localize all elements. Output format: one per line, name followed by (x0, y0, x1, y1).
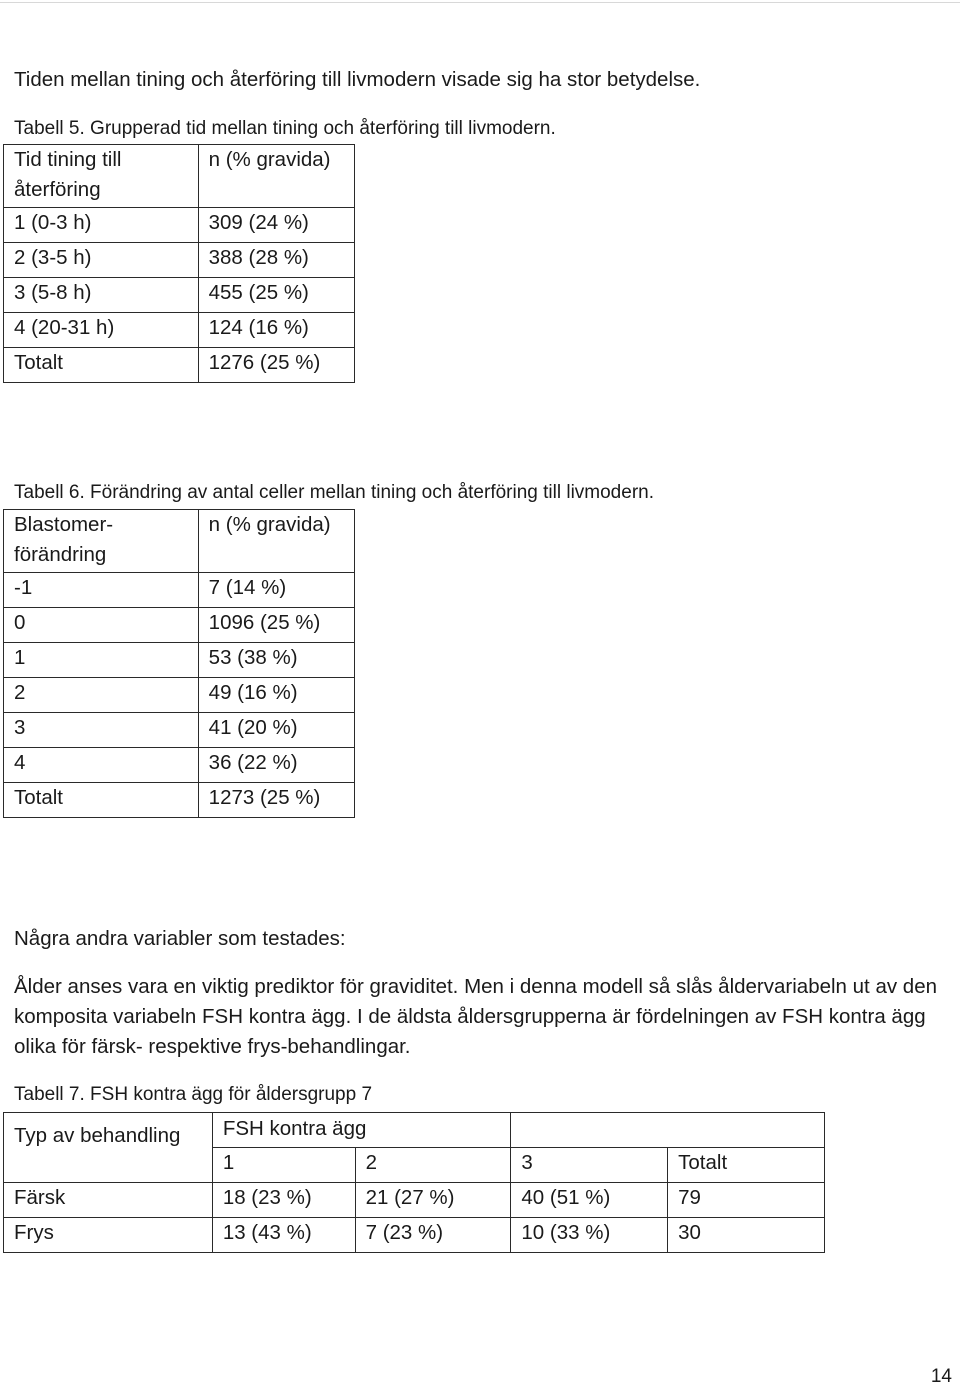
table5-caption: Tabell 5. Grupperad tid mellan tining och återföring till livmodern. (14, 118, 556, 139)
table5-cell: 1 (0-3 h) (4, 208, 199, 243)
page-top-rule (0, 2, 960, 3)
table6-cell: 2 (4, 678, 199, 713)
table7-caption: Tabell 7. FSH kontra ägg för åldersgrupp 7 (14, 1084, 373, 1105)
table5-cell: 124 (16 %) (198, 313, 354, 348)
other-variables-heading: Några andra variabler som testades: (14, 927, 346, 950)
table-row (4, 748, 355, 783)
table5-cell: Totalt (4, 348, 199, 383)
table6-cell: 41 (20 %) (198, 713, 354, 748)
table-row (4, 573, 355, 608)
table7-cell: 10 (33 %) (511, 1218, 668, 1253)
table5-cell: 309 (24 %) (198, 208, 354, 243)
table6-cell: 36 (22 %) (198, 748, 354, 783)
table6-cell: -1 (4, 573, 199, 608)
table7-cell: 21 (27 %) (355, 1183, 511, 1218)
table7-cell: 40 (51 %) (511, 1183, 668, 1218)
table-header-row (4, 1113, 825, 1148)
table6-cell: 3 (4, 713, 199, 748)
table7-cell: Frys (4, 1218, 213, 1253)
table6-cell: 1273 (25 %) (198, 783, 354, 818)
table7-header-empty (511, 1113, 825, 1148)
table6-header-change: Blastomer-förändring (4, 510, 199, 573)
table6-cell: 1 (4, 643, 199, 678)
table5-cell: 388 (28 %) (198, 243, 354, 278)
table7-header-cell: 2 (355, 1148, 511, 1183)
table5-cell: 2 (3-5 h) (4, 243, 199, 278)
table6-cell: 1096 (25 %) (198, 608, 354, 643)
age-paragraph: Ålder anses vara en viktig prediktor för graviditet. Men i denna modell så slås åldervariabeln ut av den komposita variabeln FSH kontra ägg. I de äldsta åldersgrupperna är fördelningen av FSH kontra ägg olika för färsk- respektive frys-behandlingar. (14, 975, 937, 1058)
table7-header-treatment: Typ av behandling (4, 1113, 213, 1183)
table5-cell: 4 (20-31 h) (4, 313, 199, 348)
table7-cell: Färsk (4, 1183, 213, 1218)
table6-header-n: n (% gravida) (198, 510, 354, 573)
table7 (3, 1112, 825, 1253)
intro-text: Tiden mellan tining och återföring till livmodern visade sig ha stor betydelse. (14, 68, 701, 91)
table5-cell: 1276 (25 %) (198, 348, 354, 383)
table5-header-n: n (% gravida) (198, 145, 354, 208)
table7-cell: 7 (23 %) (355, 1218, 511, 1253)
table6-caption: Tabell 6. Förändring av antal celler mellan tining och återföring till livmodern. (14, 482, 654, 503)
table-row (4, 678, 355, 713)
table6-cell: 49 (16 %) (198, 678, 354, 713)
table-row (4, 208, 355, 243)
table5-cell: 455 (25 %) (198, 278, 354, 313)
table6-cell: 4 (4, 748, 199, 783)
table7-header-cell: Totalt (668, 1148, 825, 1183)
table-row (4, 243, 355, 278)
table-header-row (4, 145, 355, 208)
table-row (4, 313, 355, 348)
table6-cell: 0 (4, 608, 199, 643)
table7-header-cell: 3 (511, 1148, 668, 1183)
table-row (4, 348, 355, 383)
table-row (4, 643, 355, 678)
table7-cell: 30 (668, 1218, 825, 1253)
table7-cell: 18 (23 %) (212, 1183, 355, 1218)
table7-header-fsh: FSH kontra ägg (212, 1113, 511, 1148)
table-header-row (4, 510, 355, 573)
table7-header-cell: 1 (212, 1148, 355, 1183)
table6-cell: Totalt (4, 783, 199, 818)
table6 (3, 509, 355, 818)
table-row (4, 783, 355, 818)
table5-header-time: Tid tining till återföring (4, 145, 199, 208)
table7-cell: 13 (43 %) (212, 1218, 355, 1253)
table-row (4, 1183, 825, 1218)
table5 (3, 144, 355, 383)
table-row (4, 713, 355, 748)
table5-cell: 3 (5-8 h) (4, 278, 199, 313)
table6-cell: 53 (38 %) (198, 643, 354, 678)
table7-cell: 79 (668, 1183, 825, 1218)
table-row (4, 608, 355, 643)
table-row (4, 278, 355, 313)
page-number: 14 (930, 1366, 952, 1387)
table-row (4, 1218, 825, 1253)
table6-cell: 7 (14 %) (198, 573, 354, 608)
